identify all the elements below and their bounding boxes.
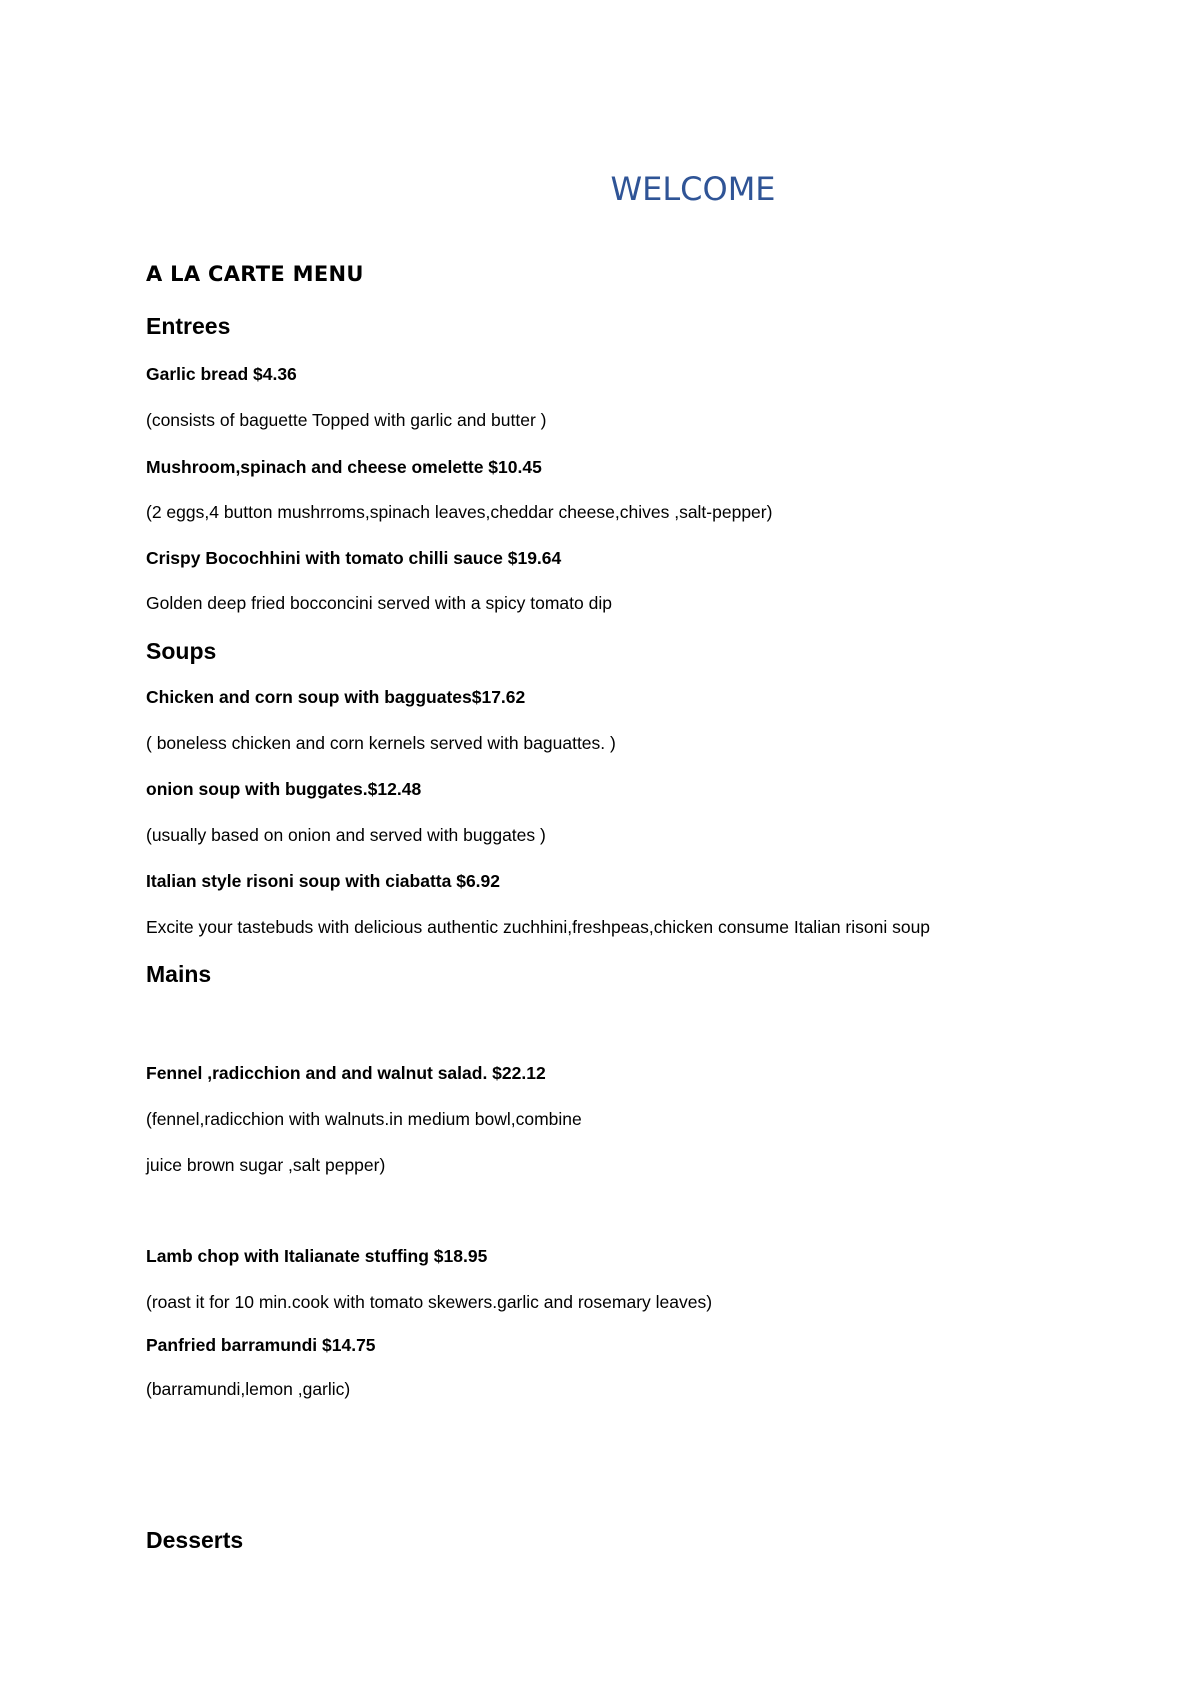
menu-item-name: Italian style risoni soup with ciabatta $6.92 [146,871,500,891]
menu-item-name: onion soup with buggates.$12.48 [146,779,422,799]
menu-item-description: (consists of baguette Topped with garlic and butter ) [146,410,547,430]
menu-item-description: (fennel,radicchion with walnuts.in medium bowl,combine [146,1109,582,1129]
menu-item-name: Chicken and corn soup with bagguates$17.62 [146,687,526,707]
menu-item-description: juice brown sugar ,salt pepper) [146,1155,386,1175]
section-heading-mains: Mains [146,961,212,987]
menu-item-name: Fennel ,radicchion and and walnut salad. $22.12 [146,1063,546,1083]
menu-title: A LA CARTE MENU [146,262,364,286]
menu-item-name: Mushroom,spinach and cheese omelette $10.45 [146,457,542,477]
menu-item-description: (barramundi,lemon ,garlic) [146,1379,351,1399]
menu-item-description: Excite your tastebuds with delicious authentic zuchhini,freshpeas,chicken consume Italian risoni soup [146,917,931,937]
menu-item-name: Panfried barramundi $14.75 [146,1335,376,1355]
section-heading-soups: Soups [146,638,217,664]
menu-item-description: ( boneless chicken and corn kernels served with baguattes. ) [146,733,616,753]
menu-item-description: (usually based on onion and served with buggates ) [146,825,546,845]
menu-item-description: Golden deep fried bocconcini served with a spicy tomato dip [146,593,612,613]
menu-item-name: Lamb chop with Italianate stuffing $18.95 [146,1246,488,1266]
section-heading-desserts: Desserts [146,1527,244,1553]
menu-item-description: (2 eggs,4 button mushrroms,spinach leaves,cheddar cheese,chives ,salt-pepper) [146,502,773,522]
section-heading-entrees: Entrees [146,313,231,339]
welcome-heading: WELCOME [610,170,776,208]
menu-item-name: Crispy Bocochhini with tomato chilli sauce $19.64 [146,548,562,568]
menu-item-description: (roast it for 10 min.cook with tomato skewers.garlic and rosemary leaves) [146,1292,713,1312]
menu-item-name: Garlic bread $4.36 [146,364,297,384]
